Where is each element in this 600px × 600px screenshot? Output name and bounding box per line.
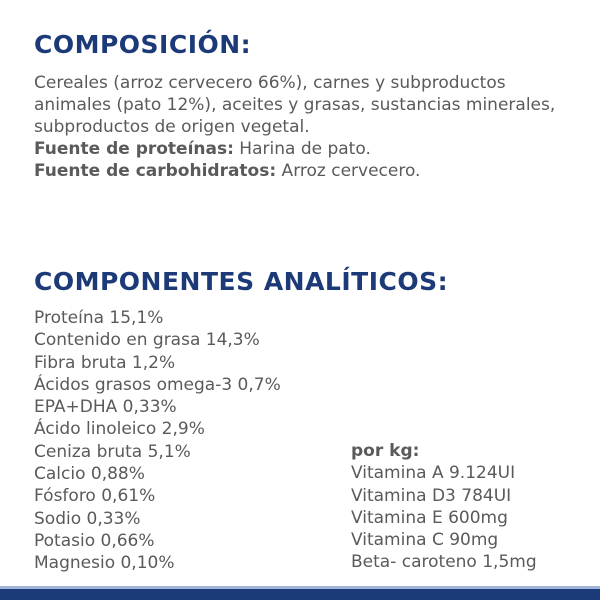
vitamin-list [351,440,537,574]
analytics-item: EPA+DHA 0,33% [34,397,177,418]
composition-text: Cereales (arroz cervecero 66%), carnes y subproductos animales (pato 12%), aceites y grasas, sustancias minerales, subproductos de origen vegetal. [34,73,556,137]
analytics-item: Potasio 0,66% [34,530,155,551]
protein-source-label: Fuente de proteínas: [34,139,234,159]
analytics-item: Fósforo 0,61% [34,486,156,507]
carb-source-value: Arroz cervecero. [276,161,421,181]
analytics-heading: COMPONENTES ANALÍTICOS: [34,267,449,296]
per-kg-label: por kg: [351,441,420,461]
analytics-item: Sodio 0,33% [34,508,141,529]
bottom-brand-bar [0,586,600,600]
analytics-item: Magnesio 0,10% [34,553,175,574]
vitamin-item: Beta- caroteno 1,5mg [351,552,537,573]
carb-source [34,160,574,182]
analytics-item: Ceniza bruta 5,1% [34,441,191,462]
analytics-list [34,307,281,575]
protein-source [34,138,574,160]
analytics-item: Ácidos grasos omega-3 0,7% [34,374,281,395]
analytics-item: Proteína 15,1% [34,308,164,328]
composition-heading: COMPOSICIÓN: [34,30,252,59]
analytics-item: Fibra bruta 1,2% [34,352,176,373]
analytics-item: Calcio 0,88% [34,464,145,485]
vitamin-item: Vitamina C 90mg [351,530,499,551]
vitamin-item: Vitamina D3 784UI [351,485,512,506]
analytics-item: Contenido en grasa 14,3% [34,330,260,351]
composition-block [34,72,574,182]
carb-source-label: Fuente de carbohidratos: [34,161,277,181]
protein-source-value: Harina de pato. [233,139,371,159]
analytics-item: Ácido linoleico 2,9% [34,419,205,440]
vitamin-item: Vitamina E 600mg [351,507,508,528]
vitamin-item: Vitamina A 9.124UI [351,463,516,484]
